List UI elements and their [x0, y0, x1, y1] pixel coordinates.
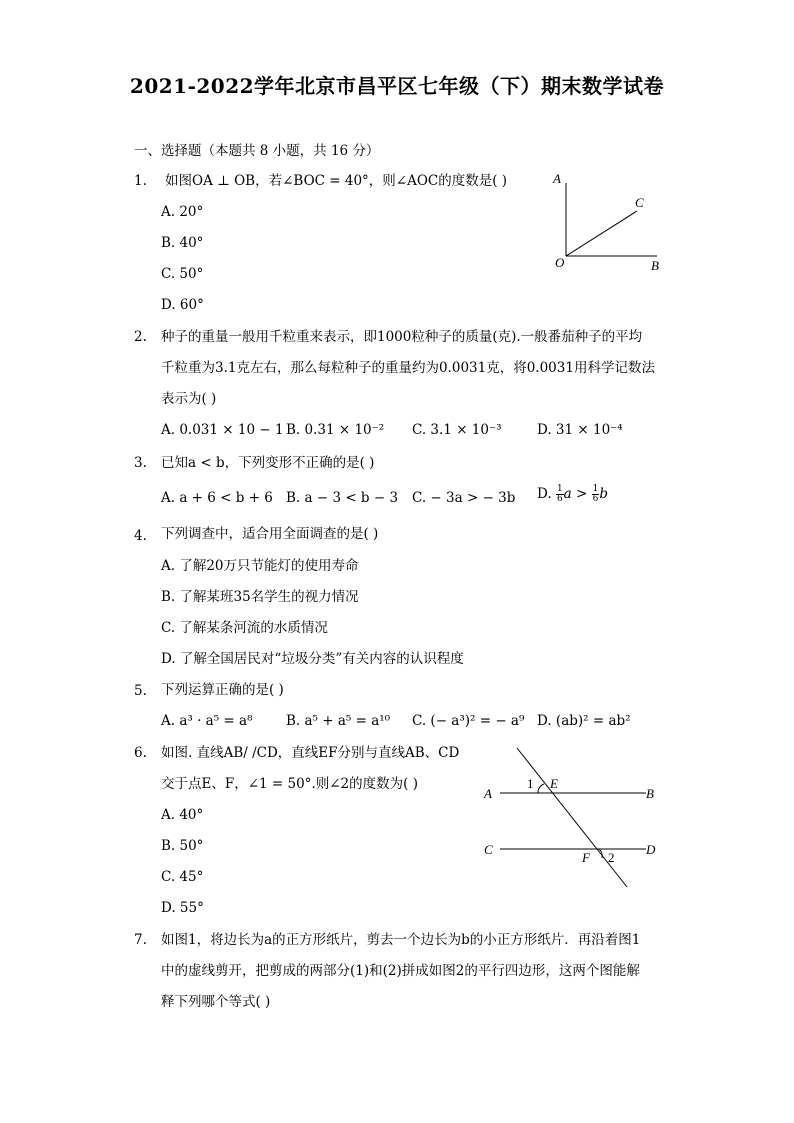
page-title: 2021-2022学年北京市昌平区七年级（下）期末数学试卷	[129, 74, 665, 98]
question-1-option-c[interactable]: C. 50°	[161, 266, 204, 282]
label-b: B	[646, 786, 654, 801]
question-1-stem: 如图OA ⊥ OB，若∠BOC = 40°，则∠AOC的度数是( )	[165, 173, 508, 189]
question-6-option-b[interactable]: B. 50°	[161, 838, 204, 854]
question-2-stem-line-1: 种子的重量一般用千粒重来表示，即1000粒种子的质量(克).一般番茄种子的平均	[161, 329, 643, 345]
question-6-option-c[interactable]: C. 45°	[161, 869, 204, 885]
question-4-option-a[interactable]: A. 了解20万只节能灯的使用寿命	[161, 558, 359, 574]
label-a: A	[553, 171, 561, 186]
question-7-stem-line-1: 如图1，将边长为a的正方形纸片，剪去一个边长为b的小正方形纸片．再沿着图1	[161, 932, 641, 948]
question-2-stem-line-2: 千粒重为3.1克左右，那么每粒种子的重量约为0.0031克，将0.0031用科学记数法	[161, 360, 655, 376]
label-angle-2: 2	[608, 850, 615, 865]
question-1-option-a[interactable]: A. 20°	[161, 204, 204, 220]
option-d-middle: a >	[563, 486, 588, 502]
question-2-option-c[interactable]: C. 3.1 × 10⁻³	[412, 422, 502, 438]
label-c: C	[635, 195, 644, 210]
label-b: B	[651, 258, 659, 273]
label-e: E	[550, 776, 558, 791]
label-c: C	[484, 842, 493, 857]
question-6-stem-line-1: 如图. 直线AB/ /CD，直线EF分别与直线AB、CD	[161, 745, 460, 761]
question-3-number: 3.	[134, 455, 147, 471]
ray-oc	[566, 211, 637, 256]
question-6-option-a[interactable]: A. 40°	[161, 807, 204, 823]
question-4-option-b[interactable]: B. 了解某班35名学生的视力情况	[161, 589, 359, 605]
question-1-number: 1.	[134, 173, 147, 189]
question-3-stem: 已知a < b，下列变形不正确的是( )	[161, 455, 375, 471]
question-1-angle-figure	[545, 165, 665, 280]
fraction-one-sixth-right: $\frac{1}{6}$	[592, 484, 599, 504]
label-a: A	[484, 786, 492, 801]
question-6-stem-line-2: 交于点E、F，∠1 = 50°.则∠2的度数为( )	[161, 776, 418, 792]
question-5-number: 5.	[134, 683, 147, 699]
question-4-option-c[interactable]: C. 了解某条河流的水质情况	[161, 620, 328, 636]
section-heading: 一、选择题（本题共 8 小题，共 16 分）	[134, 143, 380, 159]
question-4-option-d[interactable]: D. 了解全国居民对“垃圾分类”有关内容的认识程度	[161, 651, 464, 667]
question-5-option-c[interactable]: C. (− a³)² = − a⁹	[412, 713, 525, 729]
label-f: F	[582, 850, 590, 865]
question-5-option-b[interactable]: B. a⁵ + a⁵ = a¹⁰	[286, 713, 391, 729]
question-5-option-d[interactable]: D. (ab)² = ab²	[537, 713, 631, 729]
question-2-option-a[interactable]: A. 0.031 × 10 − 1	[161, 422, 284, 438]
question-7-stem-line-3: 释下列哪个等式( )	[161, 994, 271, 1010]
question-6-number: 6.	[134, 745, 147, 761]
option-d-right: b	[599, 486, 609, 502]
angle-1-arc	[538, 784, 544, 793]
label-d: D	[646, 842, 656, 857]
label-angle-1: 1	[527, 776, 534, 791]
question-5-stem: 下列运算正确的是( )	[161, 682, 284, 698]
question-1-option-b[interactable]: B. 40°	[161, 235, 204, 251]
option-d-label: D.	[537, 486, 552, 502]
question-1-option-d[interactable]: D. 60°	[161, 297, 204, 313]
question-5-option-a[interactable]: A. a³ · a⁵ = a⁸	[161, 713, 253, 729]
fraction-one-sixth: $\frac{1}{6}$	[556, 484, 563, 504]
question-2-number: 2.	[134, 329, 147, 345]
transversal-ef	[517, 748, 627, 887]
question-4-stem: 下列调查中，适合用全面调查的是( )	[161, 526, 379, 542]
question-2-option-d[interactable]: D. 31 × 10⁻⁴	[537, 422, 623, 438]
question-2-stem-line-3: 表示为( )	[161, 391, 217, 407]
question-4-number: 4.	[134, 528, 147, 544]
question-3-option-b[interactable]: B. a − 3 < b − 3	[286, 490, 399, 506]
question-3-option-d[interactable]	[537, 484, 608, 504]
question-2-option-b[interactable]: B. 0.31 × 10⁻²	[286, 422, 385, 438]
question-7-number: 7.	[134, 932, 147, 948]
question-3-option-a[interactable]: A. a + 6 < b + 6	[161, 490, 273, 506]
question-6-option-d[interactable]: D. 55°	[161, 900, 204, 916]
question-7-stem-line-2: 中的虚线剪开，把剪成的两部分(1)和(2)拼成如图2的平行四边形，这两个图能解	[161, 963, 640, 979]
label-o: O	[555, 255, 565, 270]
question-6-parallel-lines-figure	[478, 740, 668, 895]
question-3-option-c[interactable]: C. − 3a > − 3b	[412, 490, 516, 506]
